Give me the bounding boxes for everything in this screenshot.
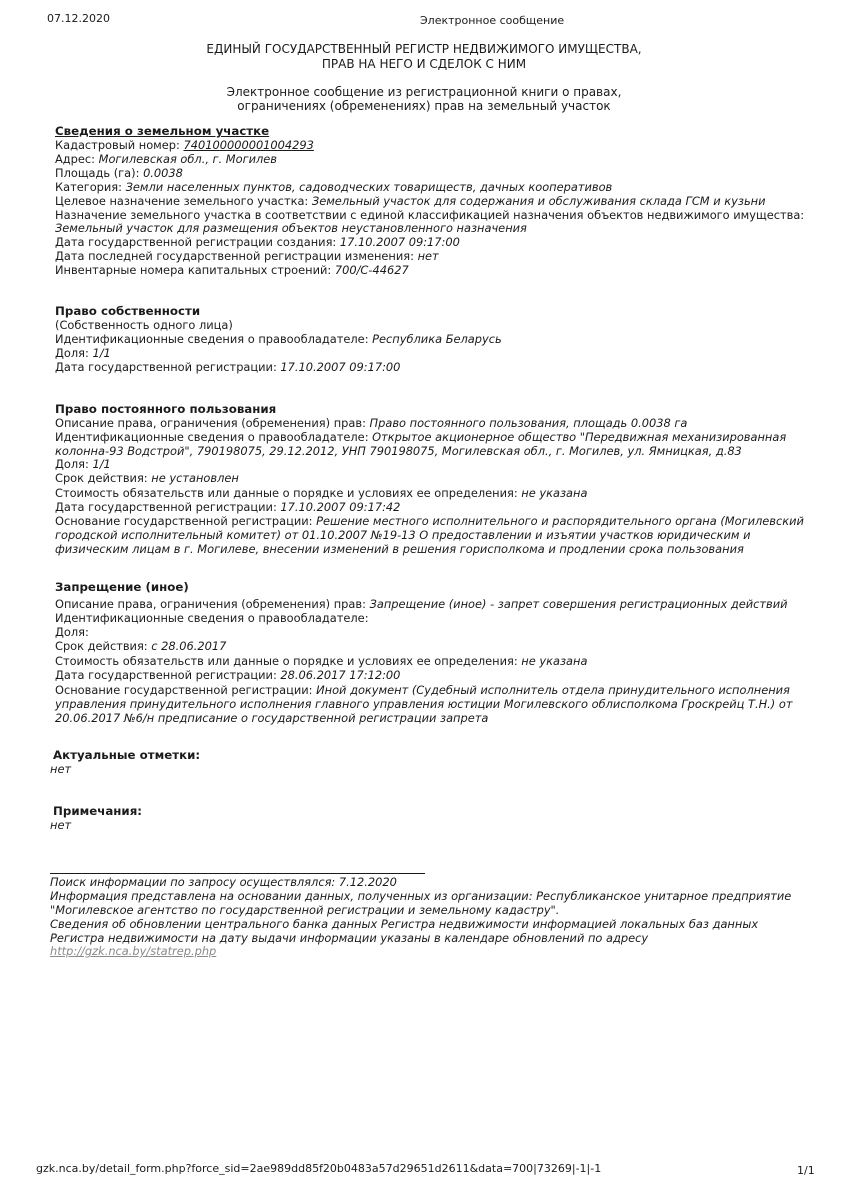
ownership-share-value: 1/1 [92,346,111,360]
footnote-link-row [50,945,216,959]
category-value: Земли населенных пунктов, садоводческих товариществ, дачных кооперативов [125,180,613,194]
footnote-line-2: Информация представлена на основании данных, полученных из организации: Республиканское унитарное предприятие [50,889,792,903]
ownership-share-row [55,347,111,361]
address-value: Могилевская обл., г. Могилев [98,152,277,166]
permanent-use-cost-row [55,487,587,501]
prohibition-cost-value: не указана [521,654,588,668]
prohibition-basis-label: Основание государственной регистрации: [55,683,313,697]
prohibition-term-value: с 28.06.2017 [151,639,227,653]
area-value: 0.0038 [143,166,183,180]
permanent-use-reg-row [55,501,400,515]
permanent-use-reg-label: Дата государственной регистрации: [55,500,277,514]
ownership-holder-label: Идентификационные сведения о правообладателе: [55,332,369,346]
inventory-row [55,264,409,278]
cadastral-label: Кадастровый номер: [55,138,180,152]
land-heading: Сведения о земельном участке [55,124,270,138]
page-url: gzk.nca.by/detail_form.php?force_sid=2ae989dd85f20b0483a57d29651d2611&data=700|73269|-1|-1 [36,1162,602,1175]
ownership-holder-row [55,333,502,347]
cadastral-row [55,139,314,153]
prohibition-cost-label: Стоимость обязательств или данные о порядке и условиях ее определения: [55,654,518,668]
prohibition-cost-row [55,655,587,669]
title-line-2: ПРАВ НА НЕГО И СДЕЛОК С НИМ [321,57,527,71]
permanent-use-holder-value-1: Открытое акционерное общество "Передвижная механизированная [372,430,787,444]
prohibition-term-label: Срок действия: [55,639,148,653]
reg-created-row [55,236,460,250]
ownership-heading: Право собственности [55,304,201,318]
page-subtitle [0,85,848,113]
classification-label: Назначение земельного участка в соответствии с единой классификацией назначения объектов недвижимого имущества: [55,208,805,222]
address-label: Адрес: [55,152,96,166]
permanent-use-basis-row [55,515,804,529]
classification-value: Земельный участок для размещения объектов неустановленного назначения [55,221,527,235]
address-row [55,153,277,167]
footnote-line-4: Сведения об обновлении центрального банка данных Регистра недвижимости информацией локальных баз данных [50,917,759,931]
permanent-use-holder-value-2: колонна-93 Водстрой", 790198075, 29.12.2012, УНП 790198075, Могилевская обл., г. Могилев, ул. Ямницкая, д.83 [55,444,742,458]
purpose-label: Целевое назначение земельного участка: [55,194,309,208]
area-row [55,167,183,181]
reg-changed-value: нет [417,249,439,263]
category-label: Категория: [55,180,122,194]
purpose-value: Земельный участок для содержания и обслуживания склада ГСМ и кузьни [311,194,766,208]
prohibition-holder-label: Идентификационные сведения о правообладателе: [55,611,369,625]
permanent-use-term-row [55,472,239,486]
reg-changed-label: Дата последней государственной регистрации изменения: [55,249,414,263]
permanent-use-basis-value-2: городской исполнительный комитет) от 01.10.2007 №19-13 О предоставлении и изъятии участков юридическим и [55,528,751,542]
print-date: 07.12.2020 [47,12,110,25]
footnote-line-1: Поиск информации по запросу осуществлялся: 7.12.2020 [50,875,397,889]
prohibition-reg-row [55,669,400,683]
ownership-reg-row [55,361,400,375]
prohibition-share-label: Доля: [55,625,89,639]
permanent-use-holder-row [55,431,786,445]
prohibition-heading: Запрещение (иное) [55,580,189,594]
prohibition-basis-row [55,684,790,698]
permanent-use-share-row [55,458,111,472]
inventory-value: 700/С-44627 [334,263,409,277]
permanent-use-desc-row [55,417,687,431]
title-line-1: ЕДИНЫЙ ГОСУДАРСТВЕННЫЙ РЕГИСТР НЕДВИЖИМОГО ИМУЩЕСТВА, [206,42,642,56]
statrep-link[interactable]: http://gzk.nca.by/statrep.php [50,944,217,958]
permanent-use-desc-value: Право постоянного пользования, площадь 0.0038 га [369,416,688,430]
reg-changed-row [55,250,439,264]
ownership-share-label: Доля: [55,346,89,360]
footnote-separator [50,873,425,874]
reg-created-value: 17.10.2007 09:17:00 [339,235,460,249]
document-type: Электронное сообщение [420,14,565,27]
prohibition-reg-value: 28.06.2017 17:12:00 [280,668,401,682]
ownership-reg-value: 17.10.2007 09:17:00 [280,360,401,374]
subtitle-line-1: Электронное сообщение из регистрационной книги о правах, [226,85,622,99]
ownership-type: (Собственность одного лица) [55,318,233,332]
permanent-use-heading: Право постоянного пользования [55,402,277,416]
permanent-use-cost-label: Стоимость обязательств или данные о порядке и условиях ее определения: [55,486,518,500]
area-label: Площадь (га): [55,166,140,180]
remarks-heading: Примечания: [53,804,142,818]
prohibition-desc-row [55,598,788,612]
remarks-value: нет [50,818,72,832]
permanent-use-term-label: Срок действия: [55,471,148,485]
permanent-use-reg-value: 17.10.2007 09:17:42 [280,500,401,514]
permanent-use-share-value: 1/1 [92,457,111,471]
marks-value: нет [50,762,72,776]
ownership-reg-label: Дата государственной регистрации: [55,360,277,374]
reg-created-label: Дата государственной регистрации создания: [55,235,337,249]
prohibition-basis-value-1: Иной документ (Судебный исполнитель отдела принудительного исполнения [316,683,790,697]
page-number: 1/1 [797,1164,815,1177]
prohibition-desc-value: Запрещение (иное) - запрет совершения регистрационных действий [369,597,788,611]
prohibition-basis-value-2: управления принудительного исполнения главного управления юстиции Могилевского облисполкома Гроскрейц Т.Н.) от [55,697,793,711]
marks-heading: Актуальные отметки: [53,748,201,762]
ownership-holder-value: Республика Беларусь [372,332,502,346]
cadastral-number: 740100000001004293 [183,138,314,152]
permanent-use-basis-value-3: физическим лицам в г. Могилеве, внесении изменений в решения горисполкома и продлении срока пользования [55,542,744,556]
footnote-line-5: Регистра недвижимости на дату выдачи информации указаны в календаре обновлений по адресу [50,931,649,945]
category-row [55,181,612,195]
permanent-use-holder-label: Идентификационные сведения о правообладателе: [55,430,369,444]
footnote-line-3: "Могилевское агентство по государственной регистрации и земельному кадастру". [50,903,560,917]
permanent-use-desc-label: Описание права, ограничения (обременения) прав: [55,416,366,430]
permanent-use-basis-label: Основание государственной регистрации: [55,514,313,528]
page-title [0,42,848,72]
permanent-use-basis-value-1: Решение местного исполнительного и распорядительного органа (Могилевский [316,514,804,528]
prohibition-term-row [55,640,226,654]
prohibition-reg-label: Дата государственной регистрации: [55,668,277,682]
inventory-label: Инвентарные номера капитальных строений: [55,263,332,277]
subtitle-line-2: ограничениях (обременениях) прав на земельный участок [237,99,611,113]
prohibition-desc-label: Описание права, ограничения (обременения) прав: [55,597,366,611]
prohibition-basis-value-3: 20.06.2017 №6/н предписание о государственной регистрации запрета [55,711,489,725]
permanent-use-term-value: не установлен [151,471,239,485]
permanent-use-share-label: Доля: [55,457,89,471]
purpose-row [55,195,766,209]
permanent-use-cost-value: не указана [521,486,588,500]
